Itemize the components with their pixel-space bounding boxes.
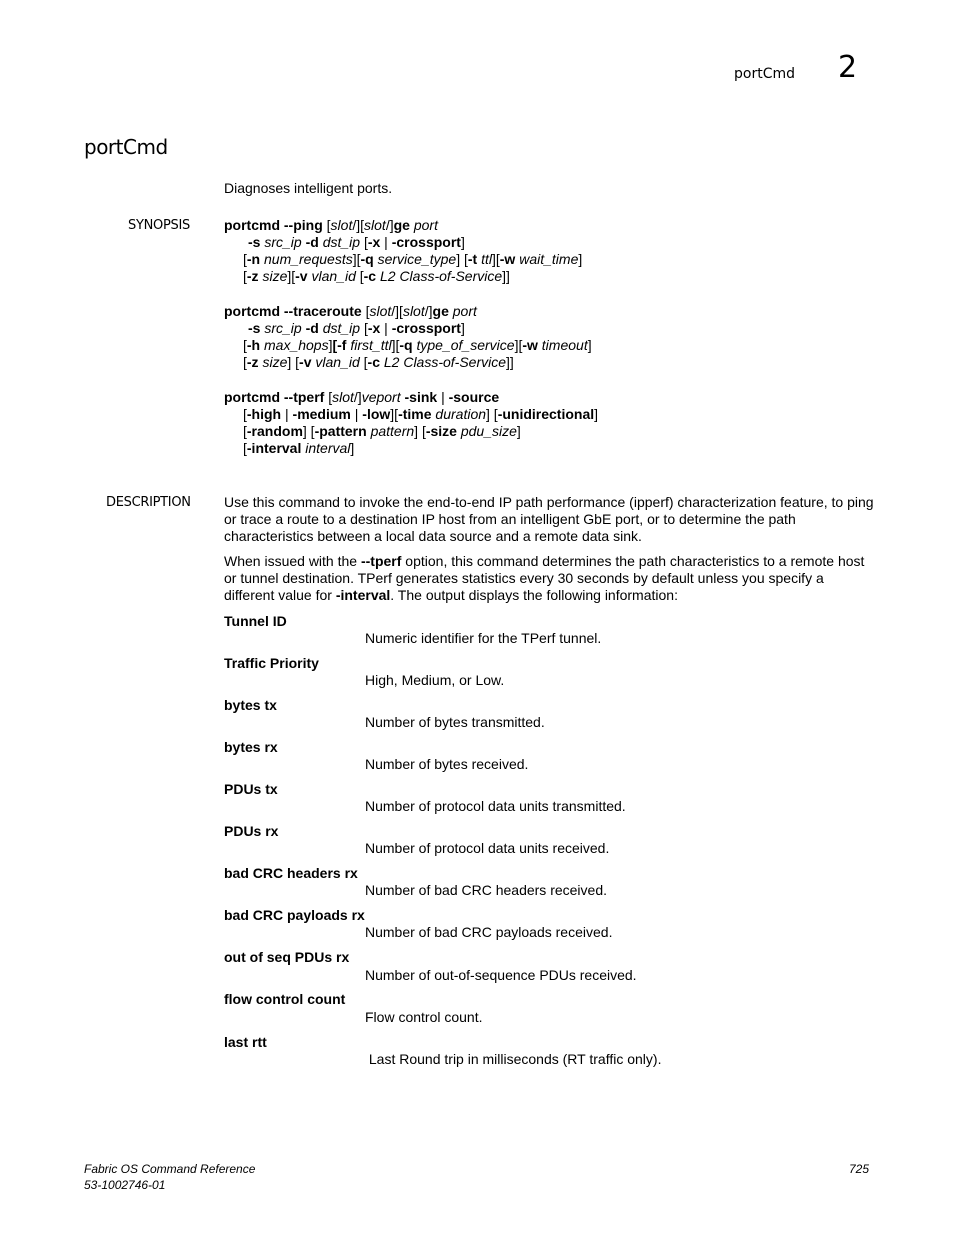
description-label: DESCRIPTION <box>106 495 191 510</box>
chapter-number: 2 <box>838 50 858 85</box>
def-bytes-tx: Number of bytes transmitted. <box>365 714 545 730</box>
def-tunnel-id: Numeric identifier for the TPerf tunnel. <box>365 630 602 646</box>
term-flow-control-count: flow control count <box>224 991 346 1007</box>
term-out-of-seq-pdus-rx: out of seq PDUs rx <box>224 949 350 965</box>
term-bad-crc-headers-rx: bad CRC headers rx <box>224 865 358 881</box>
synopsis-tperf: portcmd --tperf [slot/]veport -sink | -source [-high | -medium | -low][-time duration] [-unidirectional] [-random] [-pattern pattern] [-size pdu_size] [-interval interval] <box>224 389 599 456</box>
term-tunnel-id: Tunnel ID <box>224 613 287 629</box>
def-pdus-tx: Number of protocol data units transmitted. <box>365 798 626 814</box>
term-bytes-rx: bytes rx <box>224 739 278 755</box>
def-bytes-rx: Number of bytes received. <box>365 756 529 772</box>
def-bad-crc-payloads-rx: Number of bad CRC payloads received. <box>365 924 613 940</box>
term-pdus-tx: PDUs tx <box>224 781 278 797</box>
footer-page-number: 725 <box>849 1162 870 1176</box>
running-header-section: portCmd <box>734 66 795 82</box>
description-paragraph-1: Use this command to invoke the end-to-end IP path performance (ipperf) characterization feature, to ping or trace a route to a destination IP host from an intelligent GbE port, or to determine the path characteristics between a local data source and a remote data sink. <box>224 494 874 544</box>
def-flow-control-count: Flow control count. <box>365 1009 483 1025</box>
description-paragraph-2: When issued with the --tperf option, this command determines the path characteristics to a remote host or tunnel destination. TPerf generates statistics every 30 seconds by default unless you specify a different value for -interval. The output displays the following information: <box>224 553 865 603</box>
synopsis-traceroute: portcmd --traceroute [slot/][slot/]ge port -s src_ip -d dst_ip [-x | -crossport] [-h max_hops][-f first_ttl][-q type_of_service][-w timeout] [-z size] [-v vlan_id [-c L2 Class-of-Service]] <box>224 303 592 370</box>
intro-text: Diagnoses intelligent ports. <box>224 180 393 196</box>
term-pdus-rx: PDUs rx <box>224 823 279 839</box>
def-out-of-seq-pdus-rx: Number of out-of-sequence PDUs received. <box>365 967 637 983</box>
term-traffic-priority: Traffic Priority <box>224 655 319 671</box>
def-last-rtt: Last Round trip in milliseconds (RT traffic only). <box>365 1051 662 1067</box>
term-bytes-tx: bytes tx <box>224 697 277 713</box>
page-title: portCmd <box>84 135 168 159</box>
def-bad-crc-headers-rx: Number of bad CRC headers received. <box>365 882 608 898</box>
def-pdus-rx: Number of protocol data units received. <box>365 840 610 856</box>
footer-book-title: Fabric OS Command Reference <box>84 1162 256 1176</box>
term-bad-crc-payloads-rx: bad CRC payloads rx <box>224 907 365 923</box>
footer-doc-number: 53-1002746-01 <box>84 1178 166 1192</box>
synopsis-label: SYNOPSIS <box>128 218 190 233</box>
term-last-rtt: last rtt <box>224 1034 267 1050</box>
synopsis-ping: portcmd --ping [slot/][slot/]ge port -s src_ip -d dst_ip [-x | -crossport] [-n num_requests][-q service_type] [-t ttl][-w wait_time] [-z size][-v vlan_id [-c L2 Class-of-Service]] <box>224 217 583 284</box>
def-traffic-priority: High, Medium, or Low. <box>365 672 505 688</box>
